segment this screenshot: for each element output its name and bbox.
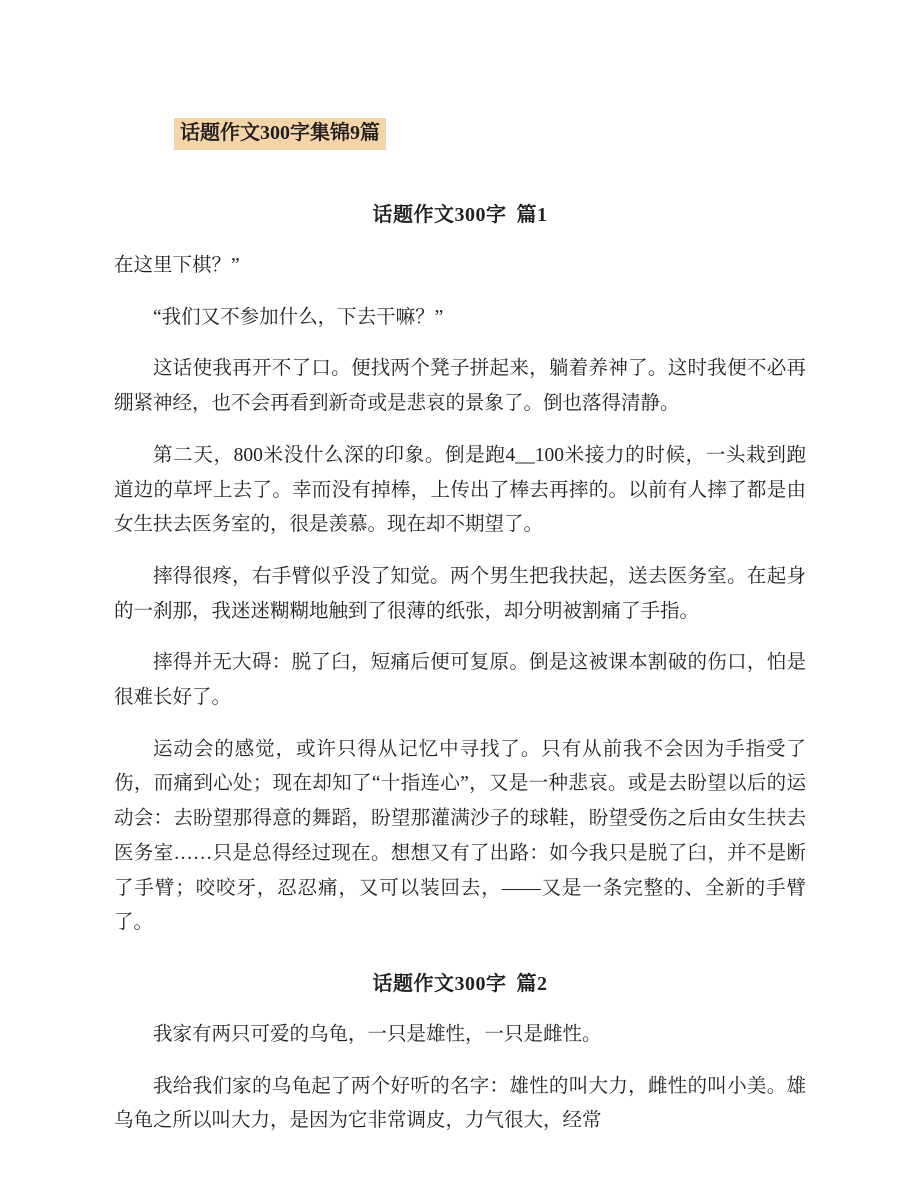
paragraph: 摔得很疼，右手臂似乎没了知觉。两个男生把我扶起，送去医务室。在起身的一刹那，我迷迷糊糊地触到了很薄的纸张，却分明被割痛了手指。 — [114, 565, 806, 622]
paragraph: 这话使我再开不了口。便找两个凳子拼起来，躺着养神了。这时我便不必再绷紧神经，也不会再看到新奇或是悲哀的景象了。倒也落得清静。 — [114, 358, 806, 415]
section-heading-2-text: 话题作文300字 — [372, 972, 507, 995]
paragraph: 我给我们家的乌龟起了两个好听的名字：雄性的叫大力，雌性的叫小美。雄乌龟之所以叫大力，是因为它非常调皮，力气很大，经常 — [114, 1075, 806, 1132]
paragraph: 我家有两只可爱的乌龟，一只是雄性，一只是雌性。 — [153, 1023, 602, 1045]
paragraph: 第二天，800米没什么深的印象。倒是跑4__100米接力的时候，一头栽到跑道边的草坪上去了。幸而没有掉棒，上传出了棒去再摔的。以前有人摔了都是由女生扶去医务室的，很是羡慕。现在却不期望了。 — [114, 444, 806, 536]
section-heading-1 — [114, 198, 806, 227]
paragraph: 摔得并无大碍：脱了臼，短痛后便可复原。倒是这被课本割破的伤口，怕是很难长好了。 — [114, 652, 806, 709]
paragraph: “我们又不参加什么，下去干嘛？” — [153, 306, 444, 328]
section-heading-2 — [114, 967, 806, 996]
section-heading-1-text: 话题作文300字 — [372, 204, 507, 226]
document-body — [112, 198, 808, 1139]
section-heading-2-number: 篇2 — [516, 972, 548, 995]
section-heading-1-number: 篇1 — [516, 204, 548, 226]
paragraph: 运动会的感觉，或许只得从记忆中寻找了。只有从前我不会因为手指受了伤，而痛到心处；现在却知了“十指连心”，又是一种悲哀。或是去盼望以后的运动会：去盼望那得意的舞蹈，盼望那灌满沙子的球鞋，盼望受伤之后由女生扶去医务室……只是总得经过现在。想想又有了出路：如今我只是脱了臼，并不是断了手臂；咬咬牙，忍忍痛，又可以装回去，——又是一条完整的、全新的手臂了。 — [114, 738, 806, 934]
paragraph: 在这里下棋？” — [114, 255, 240, 276]
page-title: 话题作文300字集锦9篇 — [174, 118, 386, 150]
